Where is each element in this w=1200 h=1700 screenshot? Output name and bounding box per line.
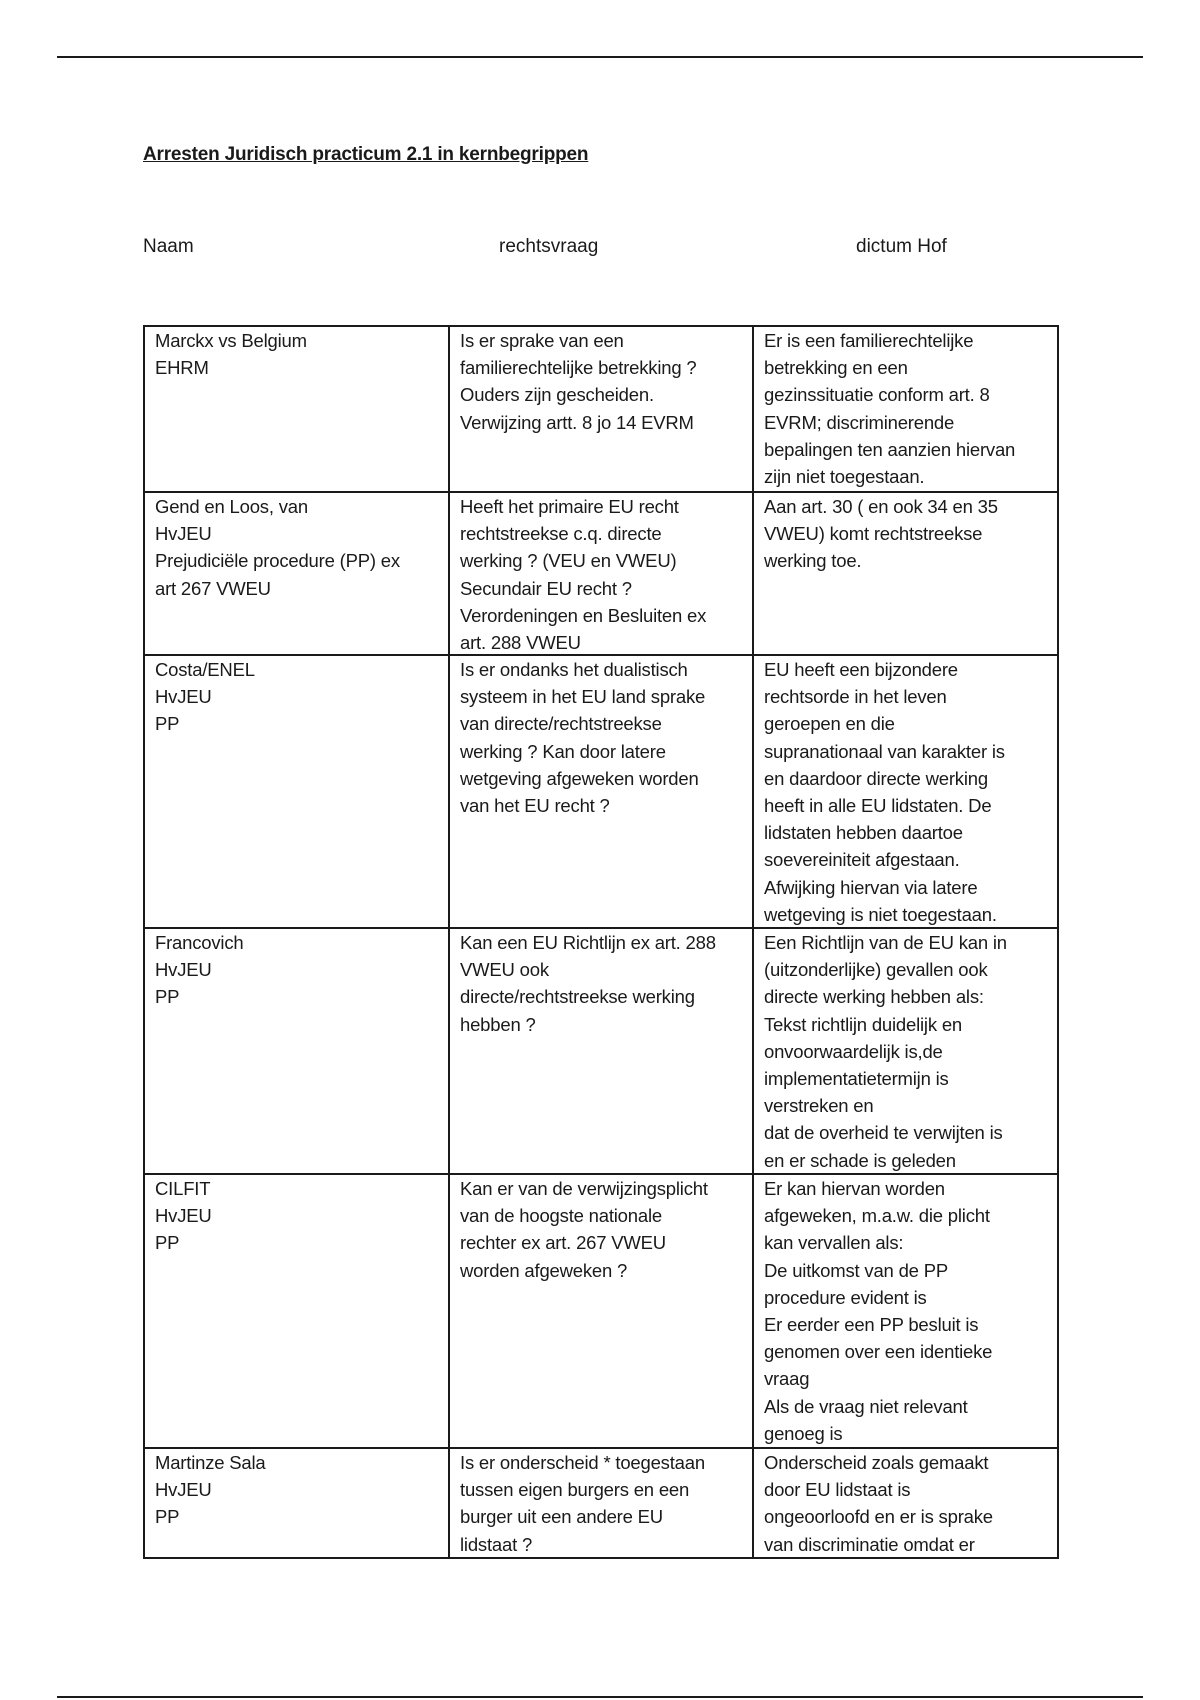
case-name-cell: [144, 326, 449, 492]
cell-text-line: gezinssituatie conform art. 8: [764, 384, 990, 406]
cell-text-line: HvJEU: [155, 523, 212, 545]
cell-text-line: soevereiniteit afgestaan.: [764, 849, 960, 871]
cell-text-line: lidstaten hebben daartoe: [764, 822, 963, 844]
cell-text-line: HvJEU: [155, 1205, 212, 1227]
cell-text-line: rechter ex art. 267 VWEU: [460, 1232, 666, 1254]
table-row: [144, 1174, 1058, 1448]
cell-text-line: EU heeft een bijzondere: [764, 659, 958, 680]
cell-text-line: van de hoogste nationale: [460, 1205, 662, 1227]
cell-text-line: Costa/ENEL: [155, 659, 255, 680]
cell-text-line: Secundair EU recht ?: [460, 577, 632, 599]
cell-text-line: Er is een familierechtelijke: [764, 330, 974, 351]
cell-text-line: werking toe.: [764, 550, 862, 572]
legal-question-cell: [449, 1174, 753, 1448]
cell-text-line: en er schade is geleden: [764, 1149, 956, 1171]
cell-text-line: ongeoorloofd en er is sprake: [764, 1506, 993, 1528]
cell-text-line: Een Richtlijn van de EU kan in: [764, 932, 1007, 953]
cell-text-line: HvJEU: [155, 959, 212, 981]
cell-text-line: CILFIT: [155, 1178, 211, 1199]
cell-text-line: lidstaat ?: [460, 1533, 533, 1555]
cell-text-line: art. 288 VWEU: [460, 632, 581, 654]
cell-text-line: Is er onderscheid * toegestaan: [460, 1452, 705, 1473]
column-header-naam: Naam: [143, 236, 194, 257]
cell-text-line: PP: [155, 1232, 180, 1254]
cell-text-line: verstreken en: [764, 1095, 874, 1117]
cell-text-line: PP: [155, 713, 180, 735]
cell-text-line: PP: [155, 986, 180, 1008]
cell-text-line: werking ? (VEU en VWEU): [460, 550, 677, 572]
cell-text-line: tussen eigen burgers en een: [460, 1479, 690, 1501]
cell-text-line: worden afgeweken ?: [460, 1259, 628, 1281]
table-row: [144, 1448, 1058, 1558]
case-name-cell: [144, 1174, 449, 1448]
cell-text-line: directe/rechtstreekse werking: [460, 986, 695, 1008]
cell-text-line: Tekst richtlijn duidelijk en: [764, 1013, 962, 1035]
cell-text-line: Marckx vs Belgium: [155, 330, 307, 351]
cell-text-line: Francovich: [155, 932, 244, 953]
cell-text-line: Martinze Sala: [155, 1452, 266, 1473]
cell-text-line: art 267 VWEU: [155, 577, 271, 599]
cell-text-line: PP: [155, 1506, 180, 1528]
cell-text-line: procedure evident is: [764, 1286, 927, 1308]
legal-question-cell: [449, 1448, 753, 1558]
table-row: [144, 492, 1058, 655]
cell-text-line: burger uit een andere EU: [460, 1506, 663, 1528]
cell-text-line: betrekking en een: [764, 357, 908, 379]
cell-text-line: Is er ondanks het dualistisch: [460, 659, 688, 680]
table-row: [144, 326, 1058, 492]
cell-text-line: directe werking hebben als:: [764, 986, 984, 1008]
cell-text-line: van discriminatie omdat er: [764, 1533, 975, 1555]
cell-text-line: genoeg is: [764, 1422, 843, 1444]
footer-rule: [57, 1696, 1143, 1698]
cell-text-line: Aan art. 30 ( en ook 34 en 35: [764, 496, 998, 517]
case-table: [143, 325, 1059, 1559]
cell-text-line: Kan een EU Richtlijn ex art. 288: [460, 932, 716, 953]
cell-text-line: HvJEU: [155, 686, 212, 708]
cell-text-line: Ouders zijn gescheiden.: [460, 384, 654, 406]
cell-text-line: Als de vraag niet relevant: [764, 1395, 968, 1417]
cell-text-line: bepalingen ten aanzien hiervan: [764, 438, 1016, 460]
cell-text-line: rechtstreekse c.q. directe: [460, 523, 662, 545]
column-header-dictum-hof: dictum Hof: [856, 236, 947, 257]
cell-text-line: EHRM: [155, 357, 209, 379]
document-title: Arresten Juridisch practicum 2.1 in kernbegrippen: [143, 144, 589, 165]
column-header-rechtsvraag: rechtsvraag: [499, 236, 599, 257]
case-name-cell: [144, 928, 449, 1174]
cell-text-line: zijn niet toegestaan.: [764, 466, 925, 488]
cell-text-line: (uitzonderlijke) gevallen ook: [764, 959, 988, 981]
cell-text-line: en daardoor directe werking: [764, 767, 988, 789]
cell-text-line: Kan er van de verwijzingsplicht: [460, 1178, 708, 1199]
court-ruling-cell: [753, 928, 1058, 1174]
cell-text-line: rechtsorde in het leven: [764, 686, 947, 708]
cell-text-line: VWEU) komt rechtstreekse: [764, 523, 983, 545]
cell-text-line: Afwijking hiervan via latere: [764, 876, 978, 898]
cell-text-line: genomen over een identieke: [764, 1341, 993, 1363]
cell-text-line: kan vervallen als:: [764, 1232, 904, 1254]
case-name-cell: [144, 492, 449, 655]
court-ruling-cell: [753, 492, 1058, 655]
table-row: [144, 655, 1058, 928]
case-name-cell: [144, 655, 449, 928]
cell-text-line: geroepen en die: [764, 713, 895, 735]
cell-text-line: Verordeningen en Besluiten ex: [460, 604, 707, 626]
cell-text-line: wetgeving afgeweken worden: [460, 767, 699, 789]
cell-text-line: werking ? Kan door latere: [460, 740, 666, 762]
court-ruling-cell: [753, 1174, 1058, 1448]
court-ruling-cell: [753, 655, 1058, 928]
cell-text-line: familierechtelijke betrekking ?: [460, 357, 697, 379]
legal-question-cell: [449, 326, 753, 492]
case-name-cell: [144, 1448, 449, 1558]
cell-text-line: implementatietermijn is: [764, 1068, 949, 1090]
cell-text-line: Verwijzing artt. 8 jo 14 EVRM: [460, 411, 694, 433]
cell-text-line: Er eerder een PP besluit is: [764, 1314, 979, 1336]
cell-text-line: Is er sprake van een: [460, 330, 624, 351]
cell-text-line: van het EU recht ?: [460, 795, 610, 817]
cell-text-line: HvJEU: [155, 1479, 212, 1501]
cell-text-line: afgeweken, m.a.w. die plicht: [764, 1205, 990, 1227]
header-rule: [57, 56, 1143, 58]
cell-text-line: onvoorwaardelijk is,de: [764, 1040, 943, 1062]
legal-question-cell: [449, 655, 753, 928]
cell-text-line: supranationaal van karakter is: [764, 740, 1005, 762]
cell-text-line: systeem in het EU land sprake: [460, 686, 706, 708]
cell-text-line: De uitkomst van de PP: [764, 1259, 948, 1281]
cell-text-line: VWEU ook: [460, 959, 549, 981]
court-ruling-cell: [753, 326, 1058, 492]
court-ruling-cell: [753, 1448, 1058, 1558]
cell-text-line: hebben ?: [460, 1013, 536, 1035]
cell-text-line: Onderscheid zoals gemaakt: [764, 1452, 989, 1473]
cell-text-line: Heeft het primaire EU recht: [460, 496, 679, 517]
cell-text-line: wetgeving is niet toegestaan.: [764, 903, 997, 925]
cell-text-line: dat de overheid te verwijten is: [764, 1122, 1003, 1144]
cell-text-line: vraag: [764, 1368, 810, 1390]
legal-question-cell: [449, 928, 753, 1174]
cell-text-line: Prejudiciële procedure (PP) ex: [155, 550, 400, 572]
cell-text-line: Er kan hiervan worden: [764, 1178, 945, 1199]
table-row: [144, 928, 1058, 1174]
cell-text-line: door EU lidstaat is: [764, 1479, 911, 1501]
cell-text-line: EVRM; discriminerende: [764, 411, 955, 433]
cell-text-line: Gend en Loos, van: [155, 496, 308, 517]
cell-text-line: heeft in alle EU lidstaten. De: [764, 795, 992, 817]
legal-question-cell: [449, 492, 753, 655]
cell-text-line: van directe/rechtstreekse: [460, 713, 662, 735]
